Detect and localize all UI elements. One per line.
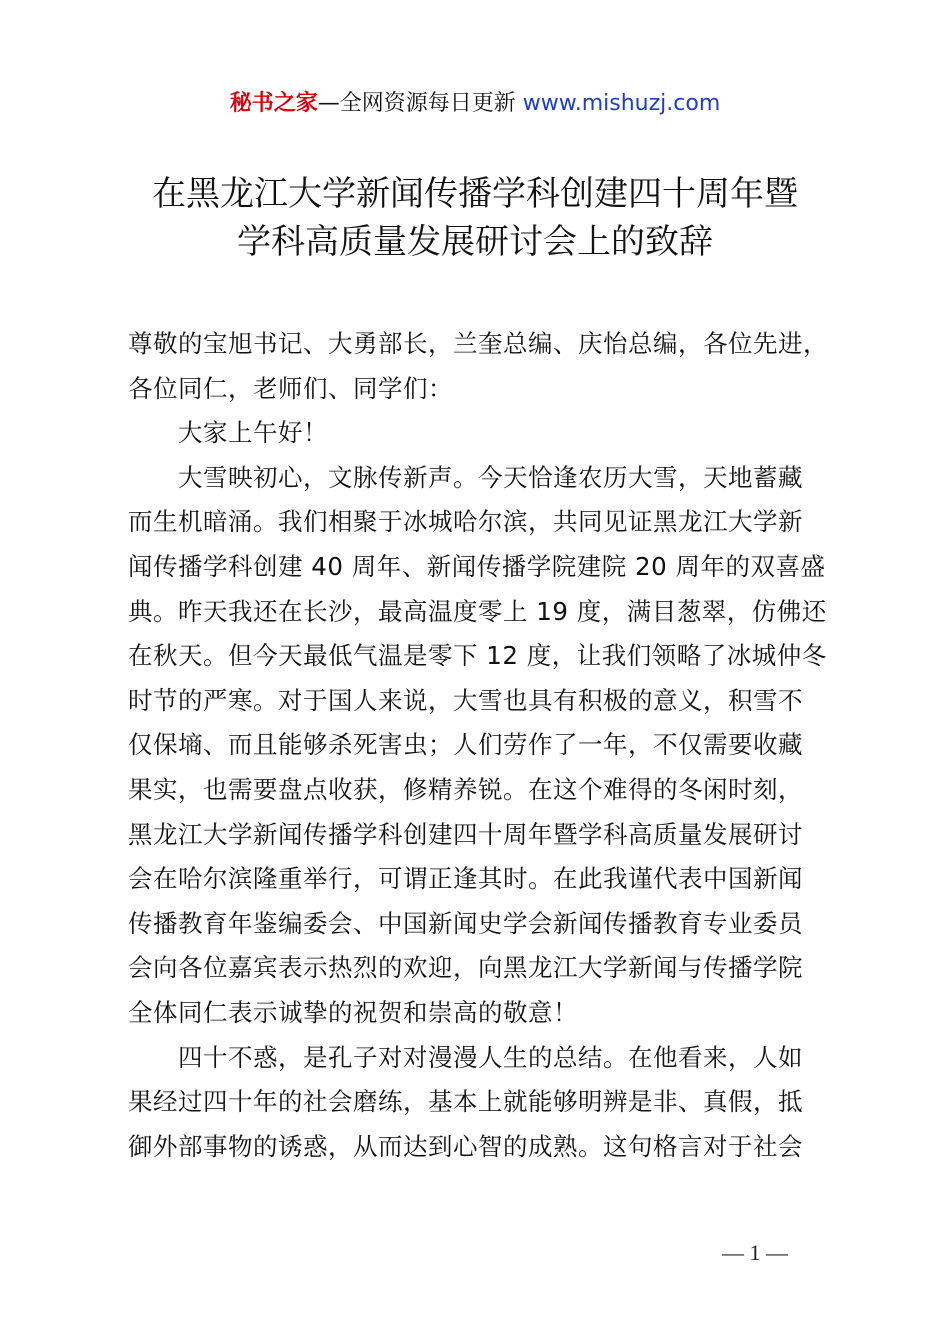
body-line: 各位同仁，老师们、同学们： bbox=[128, 373, 453, 403]
brand-name: 秘书之家 bbox=[229, 91, 318, 116]
site-url-link[interactable]: www.mishuzj.com bbox=[522, 91, 721, 116]
body-line: 大雪映初心，文脉传新声。今天恰逢农历大雪，天地蓄藏 bbox=[178, 462, 803, 492]
greeting-line: 大家上午好！ bbox=[178, 418, 328, 448]
body-line: 全体同仁表示诚挚的祝贺和崇高的敬意！ bbox=[128, 997, 578, 1027]
document-title bbox=[0, 170, 950, 266]
body-line: 在秋天。但今天最低气温是零下 12 度，让我们领略了冰城仲冬 bbox=[128, 641, 827, 671]
body-line: 四十不惑，是孔子对对漫漫人生的总结。在他看来，人如 bbox=[178, 1042, 803, 1072]
body-line: 仅保墒、而且能够杀死害虫；人们劳作了一年，不仅需要收藏 bbox=[128, 730, 803, 760]
body-line: 传播教育年鉴编委会、中国新闻史学会新闻传播教育专业委员 bbox=[128, 908, 803, 938]
body-line: 会在哈尔滨隆重举行，可谓正逢其时。在此我谨代表中国新闻 bbox=[128, 864, 803, 894]
body-line: 黑龙江大学新闻传播学科创建四十周年暨学科高质量发展研讨 bbox=[128, 819, 803, 849]
body-line: 闻传播学科创建 40 周年、新闻传播学院建院 20 周年的双喜盛 bbox=[128, 551, 826, 581]
page-number: — 1 — bbox=[722, 1240, 788, 1265]
body-line: 御外部事物的诱惑，从而达到心智的成熟。这句格言对于社会 bbox=[128, 1131, 803, 1161]
body-line: 时节的严寒。对于国人来说，大雪也具有积极的意义，积雪不 bbox=[128, 685, 803, 715]
site-header bbox=[0, 88, 950, 120]
body-line: 果实，也需要盘点收获，修精养锐。在这个难得的冬闲时刻， bbox=[128, 774, 803, 804]
body-line: 果经过四十年的社会磨练，基本上就能够明辨是非、真假，抵 bbox=[128, 1087, 803, 1117]
body-line: 尊敬的宝旭书记、大勇部长，兰奎总编、庆怡总编，各位先进， bbox=[128, 329, 828, 358]
body-line: 会向各位嘉宾表示热烈的欢迎，向黑龙江大学新闻与传播学院 bbox=[128, 953, 803, 983]
header-tagline: —全网资源每日更新 bbox=[317, 91, 516, 116]
body-line: 典。昨天我还在长沙，最高温度零上 19 度，满目葱翠，仿佛还 bbox=[128, 596, 827, 626]
document-body bbox=[128, 322, 858, 1169]
body-line: 而生机暗涌。我们相聚于冰城哈尔滨，共同见证黑龙江大学新 bbox=[128, 507, 803, 537]
title-line-2: 学科高质量发展研讨会上的致辞 bbox=[237, 222, 713, 262]
title-line-1: 在黑龙江大学新闻传播学科创建四十周年暨 bbox=[152, 174, 798, 214]
